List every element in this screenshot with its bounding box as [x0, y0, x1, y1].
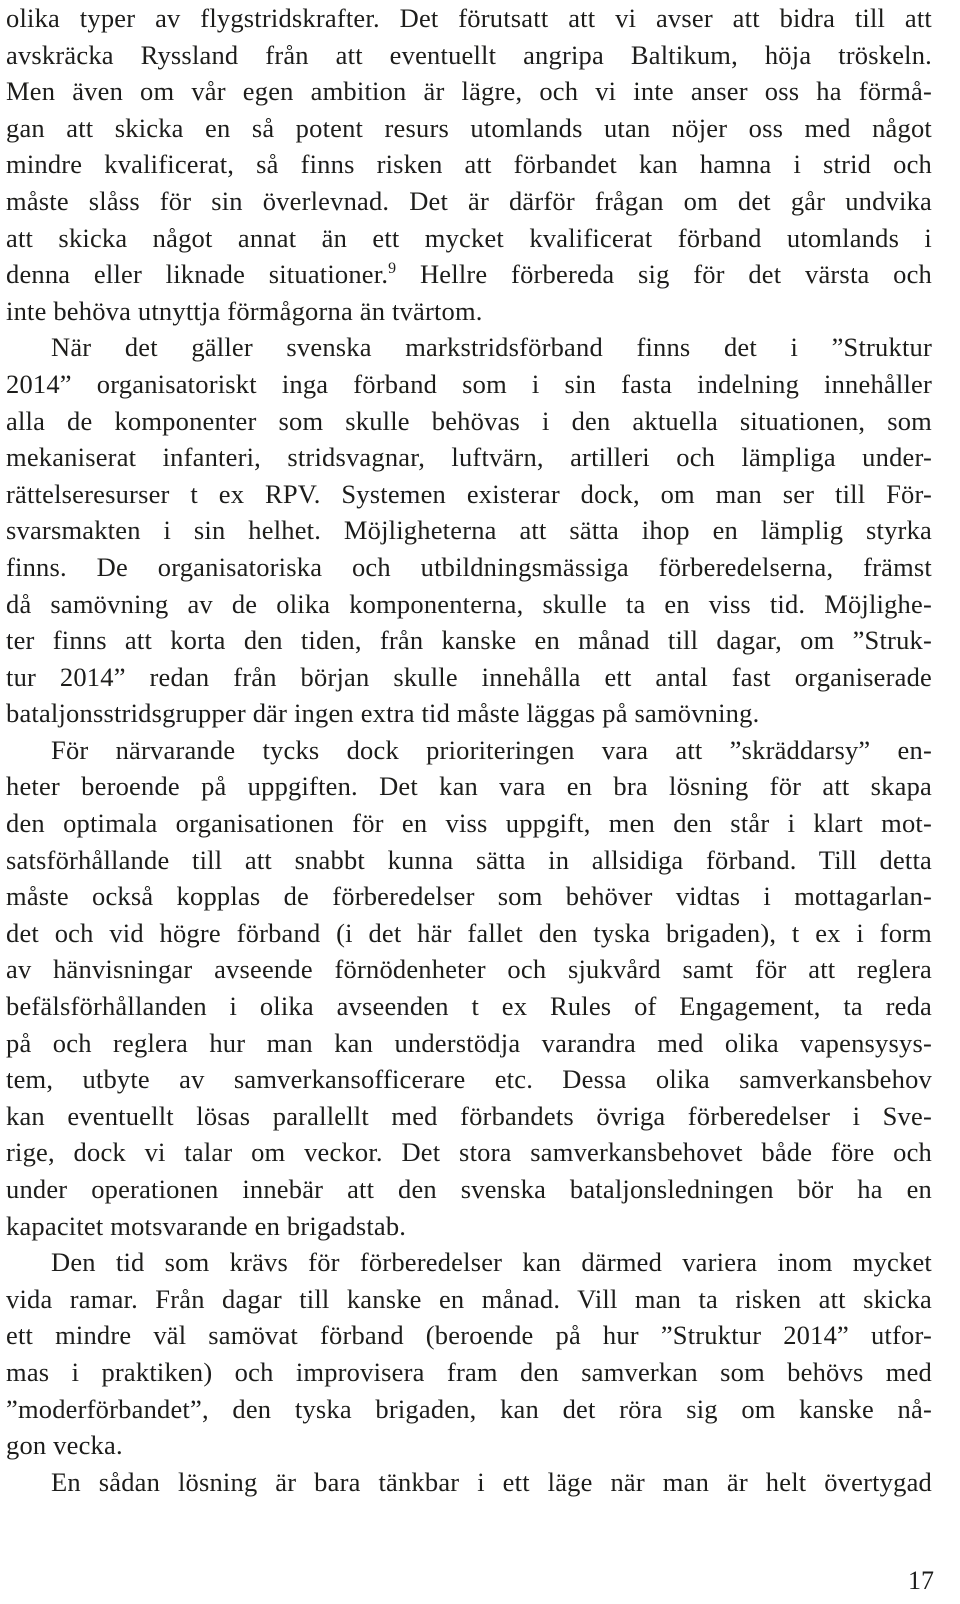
text-line-content: satsförhållande till att snabbt kunna sätta in allsidiga förband. Till detta — [6, 844, 932, 875]
text-line-content: befälsförhållanden i olika avseenden t ex Rules of Engagement, ta reda — [6, 991, 932, 1022]
text-line — [6, 951, 932, 988]
text-line — [6, 1025, 932, 1062]
text-line-content: rige, dock vi talar om veckor. Det stora samverkansbehovet både före och — [6, 1137, 932, 1168]
text-line — [6, 622, 932, 659]
text-line-content: kapacitet motsvarande en brigadstab. — [6, 1210, 407, 1241]
text-line — [6, 1464, 932, 1501]
text-line — [6, 1171, 932, 1208]
text-line-content: mas i praktiken) och improvisera fram den samverkan som behövs med — [6, 1356, 932, 1387]
text-line-content: Men även om vår egen ambition är lägre, och vi inte anser oss ha förmå- — [6, 76, 932, 107]
footnote-marker[interactable]: 9 — [388, 260, 397, 278]
text-line — [6, 988, 932, 1025]
text-line — [6, 403, 932, 440]
text-line — [6, 293, 932, 330]
text-line-content: För närvarande tycks dock prioriteringen vara att ”skräddarsy” en- — [51, 734, 932, 765]
text-line — [6, 842, 932, 879]
text-line — [6, 1354, 932, 1391]
text-line-content: måste slåss för sin överlevnad. Det är därför frågan om det går undvika — [6, 185, 932, 216]
text-line — [6, 73, 932, 110]
text-line — [6, 146, 932, 183]
text-line — [6, 512, 932, 549]
text-line — [6, 1281, 932, 1318]
text-line — [6, 805, 932, 842]
text-line — [6, 37, 932, 74]
text-line-content: det och vid högre förband (i det här fallet den tyska brigaden), t ex i form — [6, 917, 932, 948]
text-line-content: på och reglera hur man kan understödja varandra med olika vapensysys- — [6, 1027, 932, 1058]
text-line-content: att skicka något annat än ett mycket kvalificerat förband utomlands i — [6, 222, 932, 253]
page-number: 17 — [908, 1566, 934, 1595]
text-line-content: då samövning av de olika komponenterna, skulle ta en viss tid. Möjlighe- — [6, 588, 932, 619]
text-line — [6, 439, 932, 476]
text-line-content: gon vecka. — [6, 1430, 123, 1461]
text-line-content: mekaniserat infanteri, stridsvagnar, luftvärn, artilleri och lämpliga under- — [6, 442, 932, 473]
text-line — [6, 220, 932, 257]
text-line-content: kan eventuellt lösas parallellt med förbandets övriga förberedelser i Sve- — [6, 1100, 932, 1131]
text-line — [6, 1391, 932, 1428]
text-line-content: ett mindre väl samövat förband (beroende på hur ”Struktur 2014” utfor- — [6, 1320, 932, 1351]
text-line-content: inte behöva utnyttja förmågorna än tvärtom. — [6, 295, 483, 326]
text-line — [6, 329, 932, 366]
text-line — [6, 1427, 932, 1464]
text-line — [6, 1208, 932, 1245]
text-line-content: måste också kopplas de förberedelser som behöver vidtas i mottagarlan- — [6, 881, 932, 912]
text-line-content: heter beroende på uppgiften. Det kan vara en bra lösning för att skapa — [6, 771, 932, 802]
text-line-content: denna eller liknade situationer. — [6, 259, 389, 290]
text-line — [6, 1244, 932, 1281]
text-line — [6, 768, 932, 805]
text-line-content: tur 2014” redan från början skulle innehålla ett antal fast organiserade — [6, 661, 932, 692]
text-line-content: När det gäller svenska markstridsförband finns det i ”Struktur — [51, 332, 932, 363]
text-line-content: olika typer av flygstridskrafter. Det förutsatt att vi avser att bidra till att — [6, 3, 932, 33]
text-line — [6, 110, 932, 147]
text-line-content: alla de komponenter som skulle behövas i den aktuella situationen, som — [6, 405, 932, 436]
text-line — [6, 878, 932, 915]
text-line — [6, 1061, 932, 1098]
text-line — [6, 183, 932, 220]
text-line — [6, 476, 932, 513]
text-line — [6, 659, 932, 696]
text-line — [6, 256, 932, 293]
text-line-content: rättelseresurser t ex RPV. Systemen existerar dock, om man ser till För- — [6, 478, 932, 509]
text-line-content: ter finns att korta den tiden, från kanske en månad till dagar, om ”Struk- — [6, 625, 932, 656]
text-line — [6, 1317, 932, 1354]
text-line-continuation: Hellre förbereda sig för det värsta och — [396, 259, 932, 290]
text-line-content: gan att skicka en så potent resurs utomlands utan nöjer oss med något — [6, 112, 932, 143]
text-line — [6, 0, 932, 37]
text-line — [6, 695, 932, 732]
text-line-content: vida ramar. Från dagar till kanske en månad. Vill man ta risken att skicka — [6, 1283, 932, 1314]
text-line — [6, 549, 932, 586]
text-line-content: finns. De organisatoriska och utbildningsmässiga förberedelserna, främst — [6, 551, 932, 582]
text-line-content: mindre kvalificerat, så finns risken att förbandet kan hamna i strid och — [6, 149, 932, 180]
text-line-content: svarsmakten i sin helhet. Möjligheterna att sätta ihop en lämplig styrka — [6, 515, 932, 546]
text-line — [6, 1098, 932, 1135]
text-line-content: ”moderförbandet”, den tyska brigaden, kan det röra sig om kanske nå- — [6, 1393, 932, 1424]
text-line-content: 2014” organisatoriskt inga förband som i sin fasta indelning innehåller — [6, 368, 932, 399]
text-line-content: den optimala organisationen för en viss uppgift, men den står i klart mot- — [6, 808, 932, 839]
text-line-content: tem, utbyte av samverkansofficerare etc. Dessa olika samverkansbehov — [6, 1064, 932, 1095]
text-line-content: En sådan lösning är bara tänkbar i ett läge när man är helt övertygad — [51, 1466, 932, 1497]
text-line-content: bataljonsstridsgrupper där ingen extra tid måste läggas på samövning. — [6, 698, 760, 729]
text-line-content: avskräcka Ryssland från att eventuellt angripa Baltikum, höja tröskeln. — [6, 39, 932, 70]
text-line — [6, 586, 932, 623]
text-line-content: av hänvisningar avseende förnödenheter och sjukvård samt för att reglera — [6, 954, 932, 985]
text-line — [6, 1134, 932, 1171]
text-line — [6, 366, 932, 403]
text-line — [6, 915, 932, 952]
text-line-content: under operationen innebär att den svenska bataljonsledningen bör ha en — [6, 1174, 932, 1204]
text-line — [6, 732, 932, 769]
text-line-content: Den tid som krävs för förberedelser kan därmed variera inom mycket — [51, 1247, 932, 1278]
body-text — [6, 0, 932, 1500]
